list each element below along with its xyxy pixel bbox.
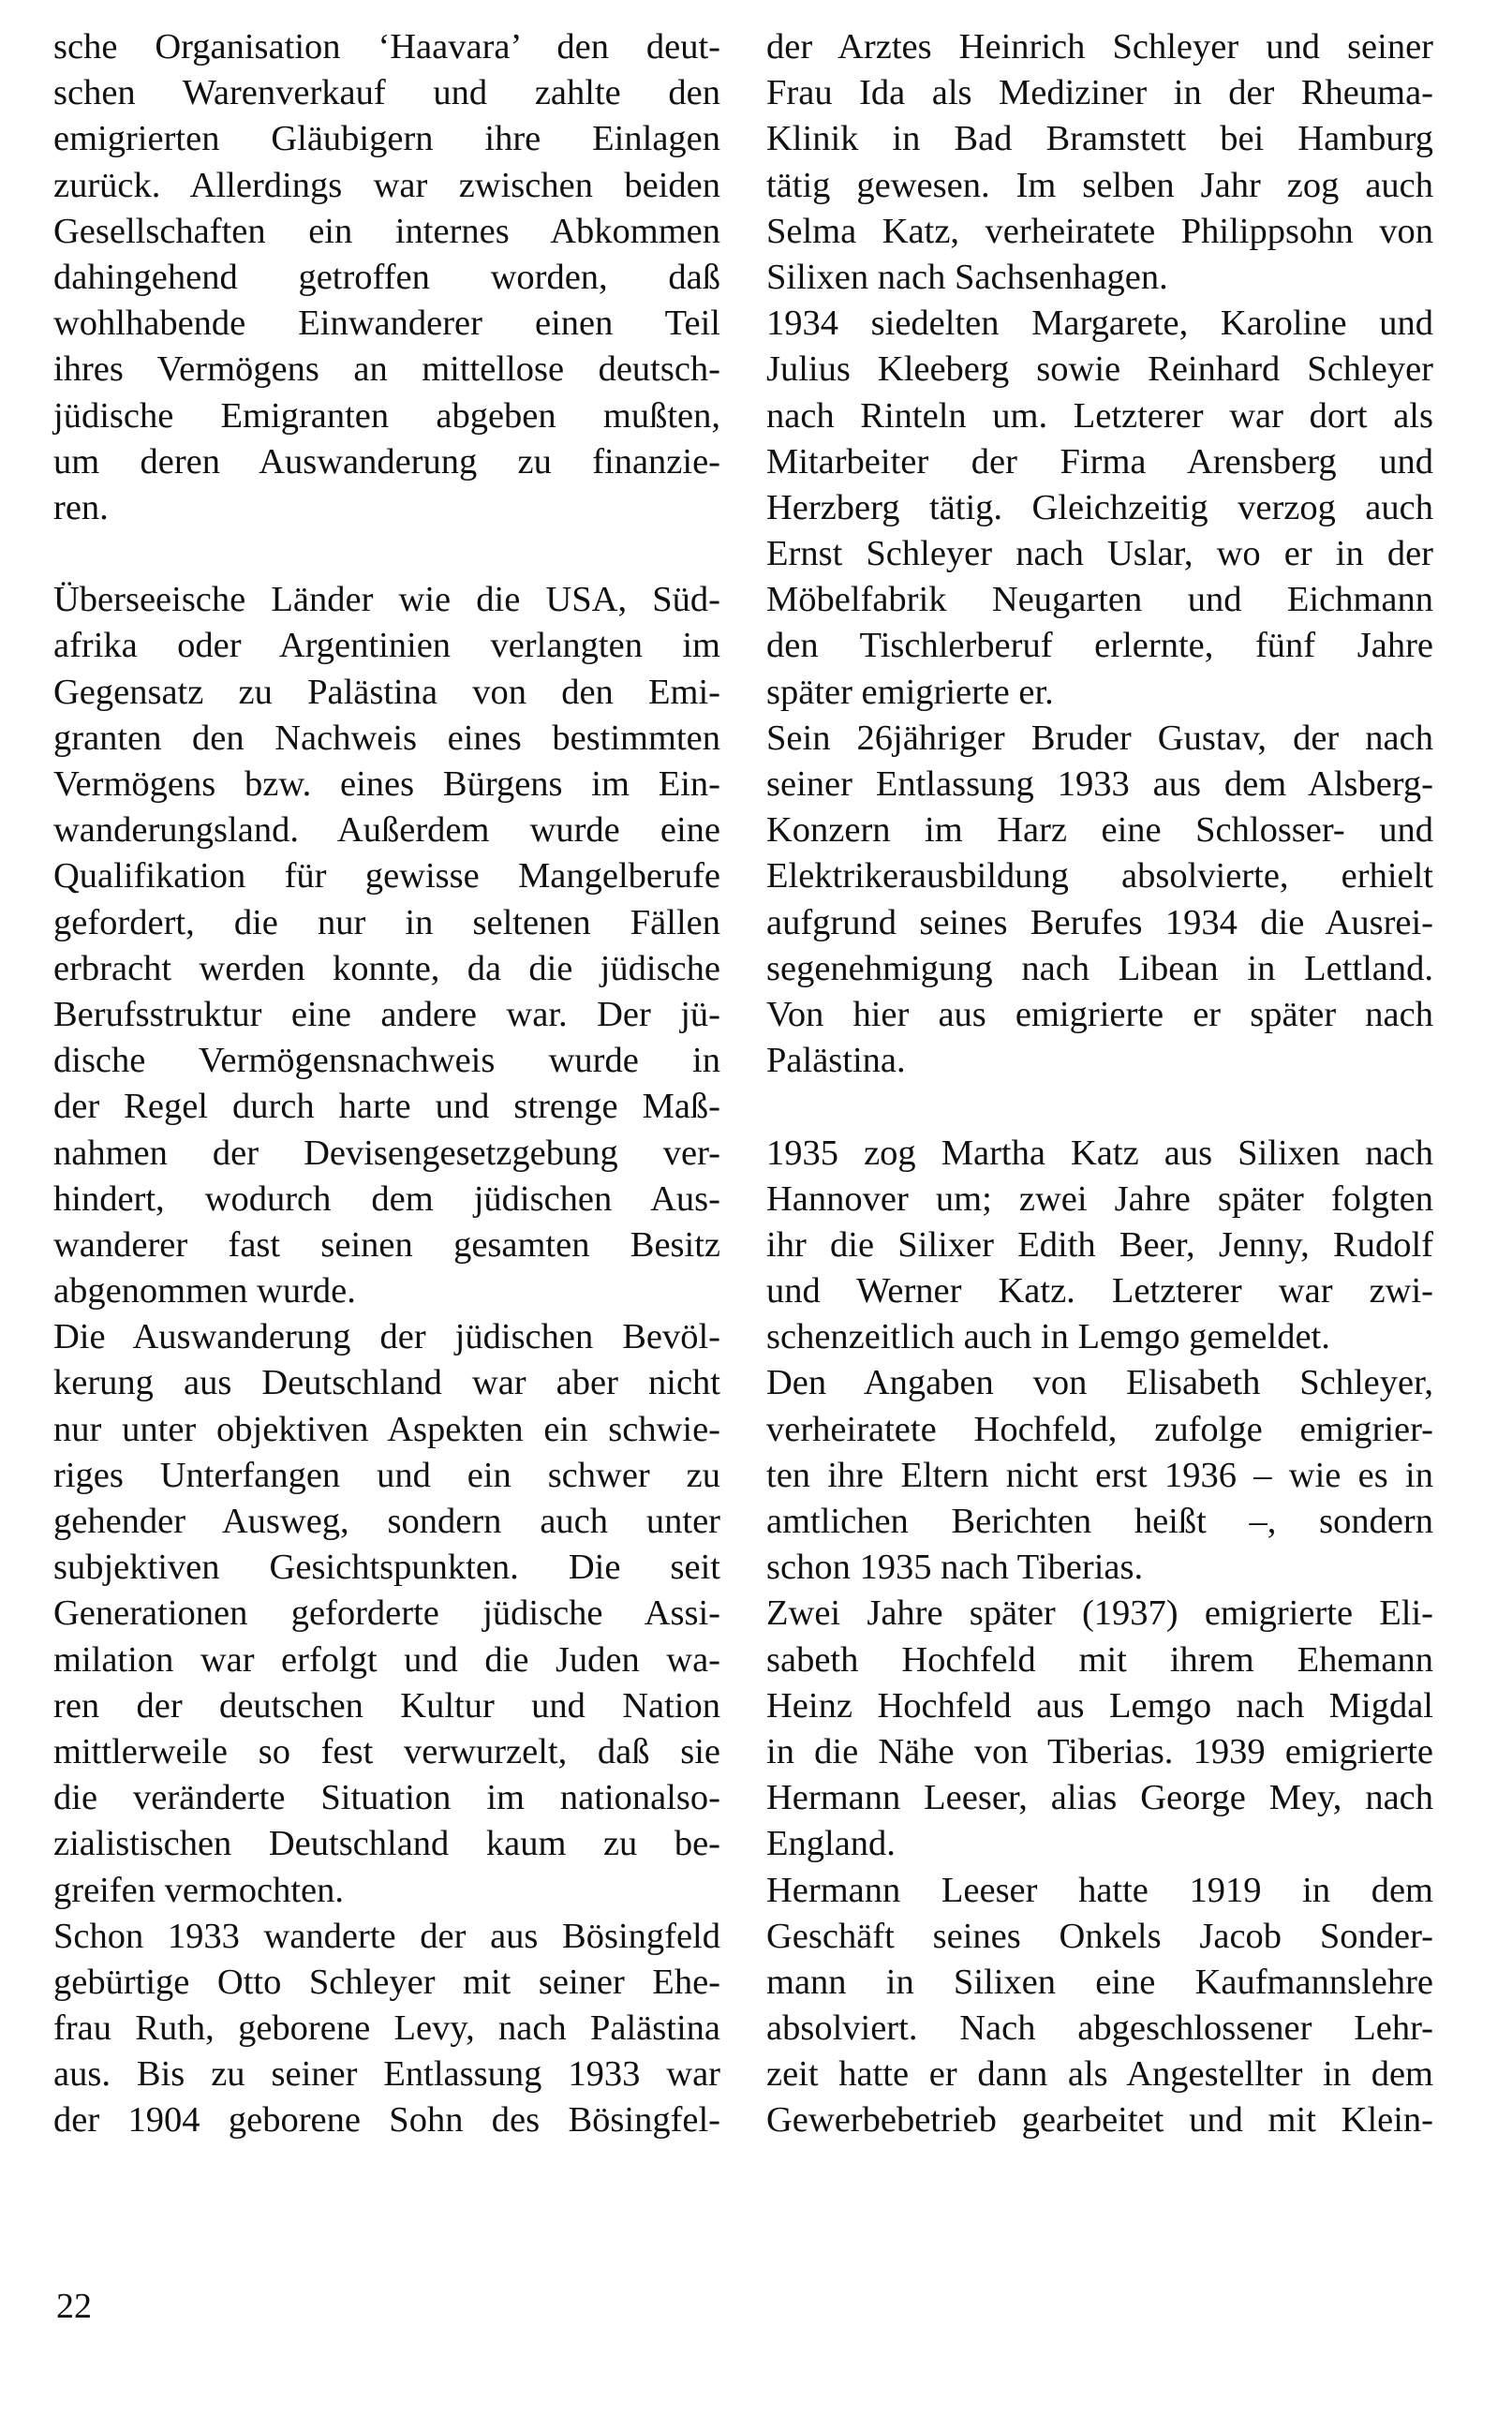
- text-line: Heinz Hochfeld aus Lemgo nach Migdal: [766, 1685, 1433, 1726]
- text-line: granten den Nachweis eines bestimmten: [53, 718, 720, 758]
- text-line: jüdische Emigranten abgeben mußten,: [53, 395, 720, 436]
- paragraph-gap: [766, 1084, 1433, 1130]
- text-line: Gegensatz zu Palästina von den Emi-: [53, 672, 720, 712]
- text-line: und Werner Katz. Letzterer war zwi-: [766, 1271, 1433, 1311]
- text-line: Frau Ida als Mediziner in der Rheuma-: [766, 73, 1433, 113]
- text-line: gefordert, die nur in seltenen Fällen: [53, 902, 720, 942]
- text-line: Geschäft seines Onkels Jacob Sonder-: [766, 1916, 1433, 1956]
- text-line: Konzern im Harz eine Schlosser- und: [766, 810, 1433, 851]
- page-number: 22: [56, 2287, 92, 2326]
- text-line: ten ihre Eltern nicht erst 1936 – wie es in: [766, 1455, 1433, 1495]
- text-line: Möbelfabrik Neugarten und Eichmann: [766, 580, 1433, 620]
- text-line: wanderer fast seinen gesamten Besitz: [53, 1224, 720, 1265]
- text-line: schen Warenverkauf und zahlte den: [53, 73, 720, 113]
- text-line: Gewerbebetrieb gearbeitet und mit Klein-: [766, 2100, 1433, 2141]
- text-line: der Arztes Heinrich Schleyer und seiner: [766, 27, 1433, 67]
- text-line: greifen vermochten.: [53, 1870, 344, 1910]
- text-line: Generationen geforderte jüdische Assi-: [53, 1593, 720, 1634]
- text-line: mittlerweile so fest verwurzelt, daß sie: [53, 1731, 720, 1771]
- text-line: Ernst Schleyer nach Uslar, wo er in der: [766, 534, 1433, 574]
- text-line: tätig gewesen. Im selben Jahr zog auch: [766, 165, 1433, 205]
- text-line: die veränderte Situation im nationalso-: [53, 1778, 720, 1818]
- text-line: Den Angaben von Elisabeth Schleyer,: [766, 1363, 1433, 1403]
- text-line: Julius Kleeberg sowie Reinhard Schleyer: [766, 349, 1433, 390]
- text-line: Überseeische Länder wie die USA, Süd-: [53, 580, 720, 620]
- text-line: aufgrund seines Berufes 1934 die Ausrei-: [766, 902, 1433, 942]
- text-line: sche Organisation ‘Haavara’ den deut-: [53, 27, 720, 67]
- text-line: riges Unterfangen und ein schwer zu: [53, 1455, 720, 1495]
- text-line: Vermögens bzw. eines Bürgens im Ein-: [53, 764, 720, 804]
- text-line: subjektiven Gesichtspunkten. Die seit: [53, 1548, 720, 1588]
- text-line: schon 1935 nach Tiberias.: [766, 1548, 1144, 1588]
- text-line: verheiratete Hochfeld, zufolge emigrier-: [766, 1409, 1433, 1449]
- text-line: Herzberg tätig. Gleichzeitig verzog auch: [766, 487, 1433, 527]
- text-line: sabeth Hochfeld mit ihrem Ehemann: [766, 1639, 1433, 1680]
- text-line: Silixen nach Sachsenhagen.: [766, 257, 1168, 297]
- text-line: den Tischlerberuf erlernte, fünf Jahre: [766, 626, 1433, 666]
- text-line: Klinik in Bad Bramstett bei Hamburg: [766, 119, 1433, 159]
- text-line: kerung aus Deutschland war aber nicht: [53, 1363, 720, 1403]
- text-line: Hermann Leeser, alias George Mey, nach: [766, 1778, 1433, 1818]
- text-line: in die Nähe von Tiberias. 1939 emigrierte: [766, 1731, 1433, 1771]
- text-line: Sein 26jähriger Bruder Gustav, der nach: [766, 718, 1433, 758]
- text-line: zurück. Allerdings war zwischen beiden: [53, 165, 720, 205]
- text-line: frau Ruth, geborene Levy, nach Palästina: [53, 2008, 720, 2049]
- text-line: später emigrierte er.: [766, 672, 1054, 712]
- text-line: Schon 1933 wanderte der aus Bösingfeld: [53, 1916, 720, 1956]
- text-line: ihr die Silixer Edith Beer, Jenny, Rudolf: [766, 1224, 1433, 1265]
- text-line: milation war erfolgt und die Juden wa-: [53, 1639, 720, 1680]
- text-line: Mitarbeiter der Firma Arensberg und: [766, 441, 1433, 482]
- text-line: amtlichen Berichten heißt –, sondern: [766, 1502, 1433, 1541]
- paragraph-gap: [53, 531, 720, 577]
- text-line: segenehmigung nach Libean in Lettland.: [766, 948, 1433, 988]
- text-line: mann in Silixen eine Kaufmannslehre: [766, 1962, 1433, 2002]
- right-column: [766, 24, 1433, 2144]
- text-line: um deren Auswanderung zu finanzie-: [53, 441, 720, 482]
- text-line: wanderungsland. Außerdem wurde eine: [53, 810, 720, 851]
- text-line: nahmen der Devisengesetzgebung ver-: [53, 1133, 720, 1173]
- text-line: ihres Vermögens an mittellose deutsch-: [53, 349, 720, 390]
- text-line: schenzeitlich auch in Lemgo gemeldet.: [766, 1317, 1330, 1357]
- text-line: Gesellschaften ein internes Abkommen: [53, 211, 720, 251]
- text-line: Qualifikation für gewisse Mangelberufe: [53, 856, 720, 896]
- text-line: ren.: [53, 487, 109, 527]
- left-column: [53, 24, 720, 2144]
- text-line: aus. Bis zu seiner Entlassung 1933 war: [53, 2054, 720, 2095]
- text-line: zeit hatte er dann als Angestellter in dem: [766, 2054, 1433, 2095]
- text-line: zialistischen Deutschland kaum zu be-: [53, 1824, 720, 1864]
- text-line: afrika oder Argentinien verlangten im: [53, 626, 720, 666]
- text-line: gebürtige Otto Schleyer mit seiner Ehe-: [53, 1962, 720, 2002]
- text-line: gehender Ausweg, sondern auch unter: [53, 1502, 720, 1541]
- text-line: wohlhabende Einwanderer einen Teil: [53, 304, 720, 344]
- text-line: abgenommen wurde.: [53, 1271, 356, 1311]
- text-line: emigrierten Gläubigern ihre Einlagen: [53, 119, 720, 159]
- text-line: erbracht werden konnte, da die jüdische: [53, 948, 720, 988]
- text-line: Zwei Jahre später (1937) emigrierte Eli-: [766, 1593, 1433, 1634]
- text-line: nach Rinteln um. Letzterer war dort als: [766, 395, 1433, 436]
- text-line: Berufsstruktur eine andere war. Der jü-: [53, 994, 720, 1034]
- text-line: seiner Entlassung 1933 aus dem Alsberg-: [766, 764, 1433, 804]
- text-line: nur unter objektiven Aspekten ein schwie-: [53, 1409, 720, 1449]
- text-line: England.: [766, 1824, 896, 1864]
- text-line: Hannover um; zwei Jahre später folgten: [766, 1178, 1433, 1219]
- text-line: Elektrikerausbildung absolvierte, erhielt: [766, 856, 1433, 896]
- text-line: dische Vermögensnachweis wurde in: [53, 1041, 720, 1081]
- text-line: Von hier aus emigrierte er später nach: [766, 994, 1433, 1034]
- text-line: absolviert. Nach abgeschlossener Lehr-: [766, 2008, 1433, 2049]
- text-line: der Regel durch harte und strenge Maß-: [53, 1087, 720, 1127]
- text-line: ren der deutschen Kultur und Nation: [53, 1685, 720, 1726]
- text-line: Palästina.: [766, 1041, 906, 1081]
- text-line: Selma Katz, verheiratete Philippsohn von: [766, 211, 1433, 251]
- text-line: 1934 siedelten Margarete, Karoline und: [766, 304, 1433, 344]
- text-line: dahingehend getroffen worden, daß: [53, 257, 720, 297]
- text-line: hindert, wodurch dem jüdischen Aus-: [53, 1178, 720, 1219]
- text-line: 1935 zog Martha Katz aus Silixen nach: [766, 1133, 1433, 1173]
- text-line: der 1904 geborene Sohn des Bösingfel-: [53, 2100, 720, 2141]
- text-line: Die Auswanderung der jüdischen Bevöl-: [53, 1317, 720, 1357]
- text-line: Hermann Leeser hatte 1919 in dem: [766, 1870, 1433, 1910]
